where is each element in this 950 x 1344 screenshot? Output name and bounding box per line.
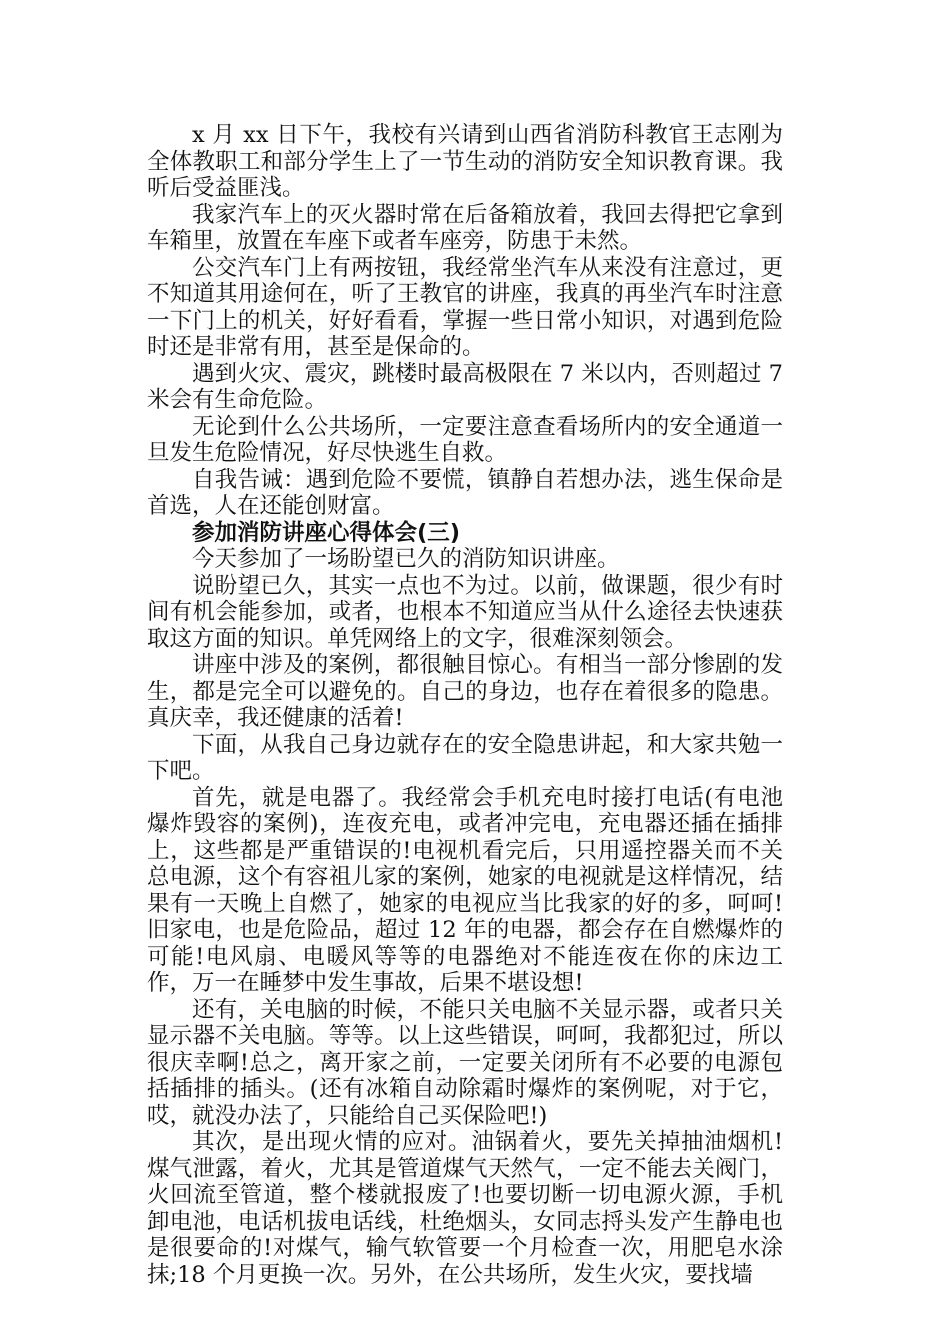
paragraph-long-awaited: 说盼望已久，其实一点也不为过。以前，做课题，很少有时间有机会能参加，或者，也根本不知道应当从什么途径去快速获取这方面的知识。单凭网络上的文字，很难深刻领会。 (147, 572, 783, 652)
section-heading: 参加消防讲座心得体会(三) (192, 519, 461, 546)
paragraph-hazards-intro: 下面，从我自己身边就存在的安全隐患讲起，和大家共勉一下吧。 (147, 731, 783, 784)
paragraph-computer-power: 还有，关电脑的时候，不能只关电脑不关显示器，或者只关显示器不关电脑。等等。以上这些错误，呵呵，我都犯过，所以很庆幸啊!总之，离开家之前，一定要关闭所有不必要的电源包括插排的插头。(还有冰箱自动除霜时爆炸的案例呢，对于它，哎，就没办法了，只能给自己买保险吧!) (147, 996, 783, 1129)
paragraph-bus-door-buttons: 公交汽车门上有两按钮，我经常坐汽车从来没有注意过，更不知道其用途何在，听了王教官的讲座，我真的再坐汽车时注意一下门上的机关，好好看看，掌握一些日常小知识，对遇到危险时还是非常有用，甚至是保命的。 (147, 254, 783, 360)
paragraph-attended-lecture: 今天参加了一场盼望已久的消防知识讲座。 (192, 546, 620, 572)
paragraph-jump-limit: 遇到火灾、震灾，跳楼时最高极限在 7 米以内，否则超过 7 米会有生命危险。 (147, 360, 783, 413)
paragraph-seminar-intro: x 月 xx 日下午，我校有兴请到山西省消防科教官王志刚为全体教职工和部分学生上了一节生动的消防安全知识教育课。我听后受益匪浅。 (147, 122, 783, 201)
document-body (147, 122, 783, 1288)
paragraph-fire-response: 其次，是出现火情的应对。油锅着火，要先关掉抽油烟机!煤气泄露，着火，尤其是管道煤气天然气，一定不能去关阀门，火回流至管道，整个楼就报废了!也要切断一切电源火源，手机卸电池，电话机拔电话线，杜绝烟头，女同志捋头发产生静电也是很要命的!对煤气，输气软管要一个月检查一次，用肥皂水涂抹;18 个月更换一次。另外，在公共场所，发生火灾，要找墙 (147, 1129, 783, 1288)
paragraph-car-extinguisher: 我家汽车上的灭火器时常在后备箱放着，我回去得把它拿到车箱里，放置在车座下或者车座旁，防患于未然。 (147, 201, 783, 254)
paragraph-cases: 讲座中涉及的案例，都很触目惊心。有相当一部分惨剧的发生，都是完全可以避免的。自己的身边，也存在着很多的隐患。真庆幸，我还健康的活着! (147, 652, 783, 731)
paragraph-electrical: 首先，就是电器了。我经常会手机充电时接打电话(有电池爆炸毁容的案例)，连夜充电，或者冲完电，充电器还插在插排上，这些都是严重错误的!电视机看完后，只用遥控器关而不关总电源，这个有容祖儿家的案例，她家的电视就是这样情况，结果有一天晚上自燃了，她家的电视应当比我家的好的多，呵呵!旧家电，也是危险品，超过 12 年的电器，都会存在自燃爆炸的可能!电风扇、电暖风等等的电器绝对不能连夜在你的床边工作，万一在睡梦中发生事故，后果不堪设想! (147, 784, 783, 996)
paragraph-self-warning: 自我告诫：遇到危险不要慌，镇静自若想办法，逃生保命是首选，人在还能创财富。 (147, 466, 783, 519)
paragraph-safety-exits: 无论到什么公共场所，一定要注意查看场所内的安全通道一旦发生危险情况，好尽快逃生自救。 (147, 413, 783, 466)
